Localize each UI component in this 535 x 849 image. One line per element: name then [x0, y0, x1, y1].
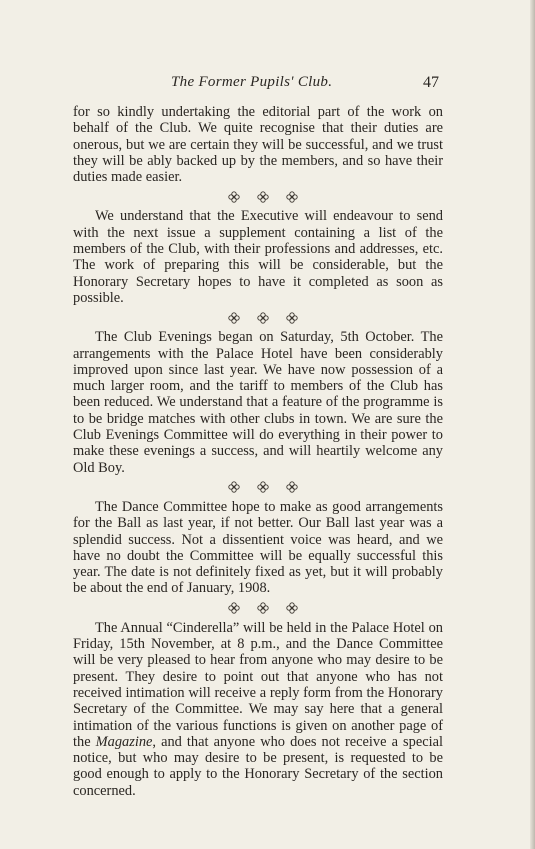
- ornament-divider: [83, 597, 443, 620]
- page-header: [73, 74, 443, 96]
- ornament-divider: [83, 476, 443, 499]
- running-title: The Former Pupils' Club.: [171, 74, 333, 90]
- flower-ornament-icon: [286, 191, 298, 203]
- ornament-divider: [83, 306, 443, 329]
- flower-ornament-icon: [257, 481, 269, 493]
- paragraph-cinderella-text-end: , and that anyone who does not receive a special notice, but who may desire to be present, is requested to be good enough to apply to the Honorary Secretary of the section concerned.: [73, 733, 443, 799]
- flower-ornament-icon: [257, 312, 269, 324]
- flower-ornament-icon: [228, 312, 240, 324]
- flower-ornament-icon: [257, 191, 269, 203]
- flower-ornament-icon: [228, 602, 240, 614]
- body-text: [73, 104, 443, 799]
- page-spine-shadow: [530, 0, 535, 849]
- flower-ornament-icon: [257, 602, 269, 614]
- flower-ornament-icon: [286, 602, 298, 614]
- ornament-divider: [83, 185, 443, 208]
- paragraph-club-evenings: The Club Evenings began on Saturday, 5th October. The arrangements with the Palace Hotel have been considerably improved upon since last year. We have now possession of a much larger room, and the tariff to members of the Club has been reduced. We understand that a feature of the programme is to be bridge matches with other clubs in town. We are sure the Club Evenings Committee will do everything in their power to make these evenings a success, and will heartily welcome any Old Boy.: [73, 329, 443, 476]
- paragraph-cinderella-text: The Annual “Cinderella” will be held in the Palace Hotel on Friday, 15th November, at 8 p.m., and the Dance Committee will be very pleased to hear from anyone who may desire to be present. They desire to point out that anyone who has not received intimation will receive a reply form from the Honorary Secretary of the Committee. We may say here that a general intimation of the various functions is given on another page of the: [73, 619, 443, 750]
- paragraph-supplement: We understand that the Executive will endeavour to send with the next issue a supplement containing a list of the members of the Club, with their professions and addresses, etc. The work of preparing this will be considerable, but the Honorary Secretary hopes to have it completed as soon as possible.: [73, 208, 443, 306]
- magazine-title: Magazine: [95, 733, 153, 750]
- page-number: 47: [423, 74, 439, 91]
- flower-ornament-icon: [228, 481, 240, 493]
- flower-ornament-icon: [286, 481, 298, 493]
- flower-ornament-icon: [286, 312, 298, 324]
- flower-ornament-icon: [228, 191, 240, 203]
- paragraph-dance-committee: The Dance Committee hope to make as good arrangements for the Ball as last year, if not better. Our Ball last year was a splendid success. Not a dissentient voice was heard, and we have no doubt the Committee will be equally successful this year. The date is not definitely fixed as yet, but it will probably be about the end of January, 1908.: [73, 498, 443, 597]
- paragraph-editorial: for so kindly undertaking the editorial part of the work on behalf of the Club. We quite recognise that their duties are onerous, but we are certain they will be successful, and we trust they will be ably backed up by the members, and so have their duties made easier.: [73, 104, 443, 186]
- paragraph-cinderella: [73, 620, 443, 799]
